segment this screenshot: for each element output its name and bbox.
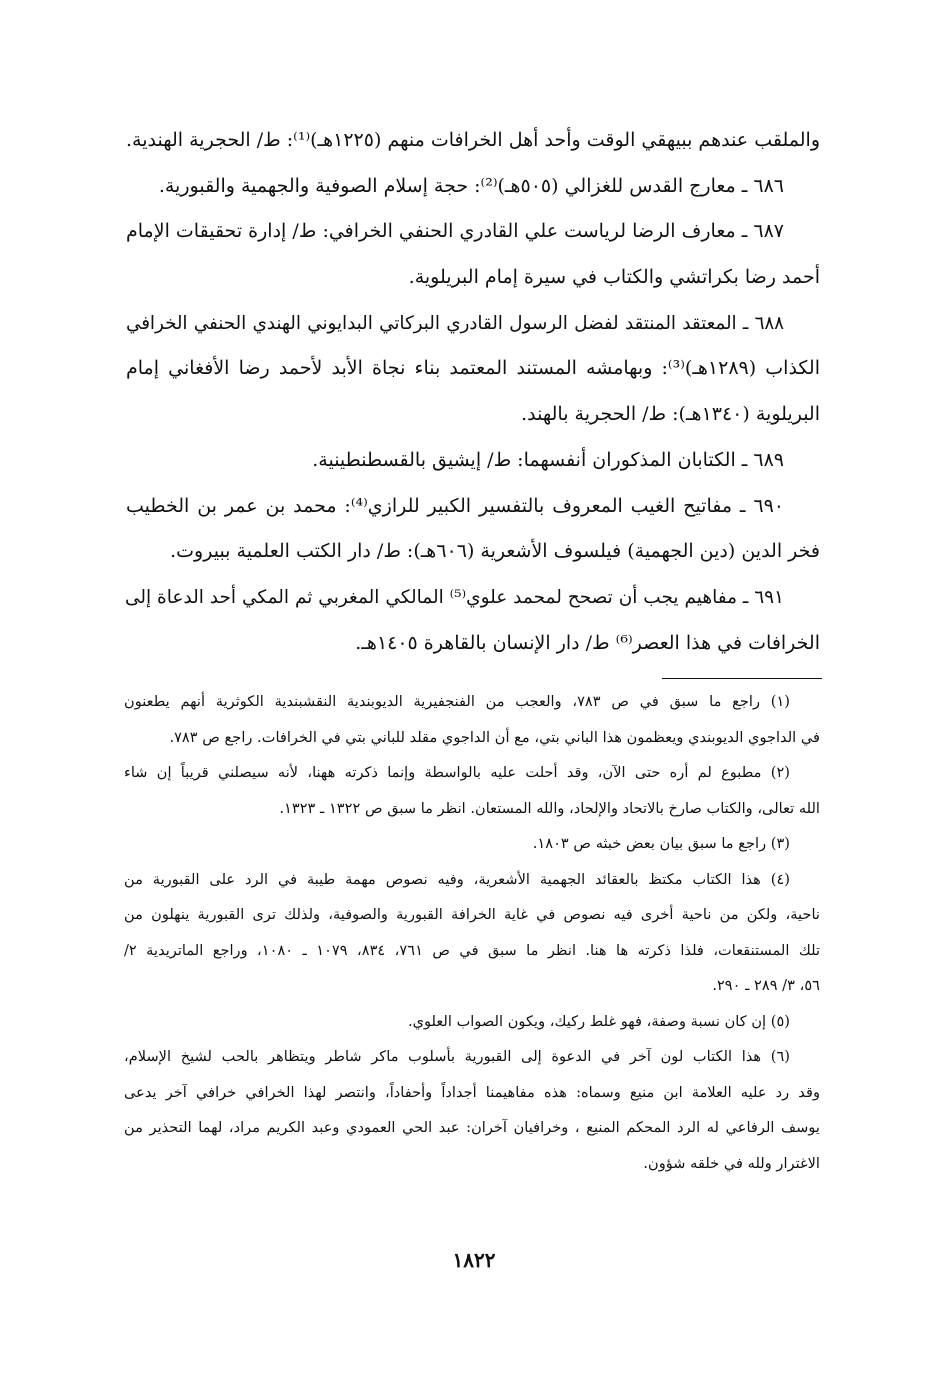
footnote-1-line-2: في الداجوي الديوبندي ويعظمون هذا الباني بتي، مع أن الداجوي مقلد للباني بتي في الخرافات. راجع ص ٧٨٣.	[169, 728, 820, 746]
entry-689: ٦٨٩ ـ الكتابان المذكوران أنفسهما: ط/ إيشيق بالقسطنطينية.	[312, 448, 784, 471]
entry-687-line-2: أحمد رضا بكراتشي والكتاب في سيرة إمام البريلوية.	[408, 266, 820, 289]
footnote-3: (٣) راجع ما سبق بيان بعض خبثه ص ١٨٠٣.	[532, 835, 790, 852]
entry-691-line-1: ٦٩١ ـ مفاهيم يجب أن تصحح لمحمد علوي⁽⁵⁾ المالكي المغربي ثم المكي أحد الدعاة إلى	[124, 586, 784, 608]
footnote-6-line-3: يوسف الرفاعي له الرد المحكم المنيع ، وخرافيان آخران: عبد الحي العمودي وعبد الكريم مراد، لهما التحذير من	[124, 1119, 820, 1136]
footnote-6-line-1: (٦) هذا الكتاب لون آخر في الدعوة إلى القبورية بأسلوب ماكر شاطر ويتظاهر بالحب لشيخ الإسلام،	[124, 1048, 790, 1065]
page-number: ١٨٢٢	[452, 1248, 496, 1272]
footnote-4-line-3: تلك المستنقعات، فلذا ذكرته ها هنا. انظر ما سبق في ص ٧٦١، ٨٣٤، ١٠٧٩ ـ ١٠٨٠، وراجع الماتريدية ٢/	[124, 941, 821, 959]
entry-686: ٦٨٦ ـ معارج القدس للغزالي (٥٠٥هـ)⁽²⁾: حجة إسلام الصوفية والجهمية والقبورية.	[158, 174, 784, 197]
entry-688-line-1: ٦٨٨ ـ المعتقد المنتقد لفضل الرسول القادري البركاتي البدايوني الهندي الحنفي الخرافي	[126, 312, 784, 334]
entry-691-line-2: الخرافات في هذا العصر⁽⁶⁾ ط/ دار الإنسان بالقاهرة ١٤٠٥هـ.	[355, 631, 820, 654]
main-text-block	[126, 118, 820, 666]
footnote-4-line-4: ٥٦، ٣/ ٢٨٩ ـ ٢٩٠.	[712, 977, 820, 994]
footnote-4-line-2: ناحية، ولكن من ناحية أخرى فيه نصوص في غاية الخرافة القبورية والصوفية، ولذلك ترى القبورية ينهلون من	[124, 906, 820, 923]
footnote-4-line-1: (٤) هذا الكتاب مكتظ بالعقائد الجهمية الأشعرية، وفيه نصوص مهمة طيبة في الرد على القبورية من	[124, 870, 790, 888]
footnote-divider	[662, 678, 822, 679]
entry-690-line-2: فخر الدين (دين الجهمية) فيلسوف الأشعرية (٦٠٦هـ): ط/ دار الكتب العلمية ببيروت.	[170, 540, 820, 563]
entry-688-line-3: البريلوية (١٣٤٠هـ): ط/ الحجرية بالهند.	[521, 403, 820, 426]
footnote-2-line-2: الله تعالى، والكتاب صارخ بالاتحاد والإلحاد، والله المستعان. انظر ما سبق ص ١٣٢٢ ـ ١٣٢٣.	[279, 799, 820, 817]
entry-688-line-2: الكذاب (١٢٨٩هـ)⁽³⁾: وبهامشه المستند المعتمد بناء نجاة الأبد لأحمد رضا الأفغاني إمام	[126, 357, 820, 380]
footnote-5: (٥) إن كان نسبة وصفة، فهو غلط ركيك، ويكون الصواب العلوي.	[407, 1012, 790, 1030]
footnote-2-line-1: (٢) مطبوع لم أره حتى الآن، وقد أحلت عليه بالواسطة وإنما ذكرته ههنا، لأنه سيصلني قريباً إن شاء	[124, 764, 790, 781]
entry-690-line-1: ٦٩٠ ـ مفاتيح الغيب المعروف بالتفسير الكبير للرازي⁽⁴⁾: محمد بن عمر بن الخطيب	[126, 494, 784, 517]
entry-685-continuation: والملقب عندهم ببيهقي الوقت وأحد أهل الخرافات منهم (١٢٢٥هـ)⁽¹⁾: ط/ الحجرية الهندية.	[126, 129, 820, 151]
footnote-6-line-2: وقد رد عليه العلامة ابن منيع وسماه: هذه مفاهيمنا أجداداً وأحفاداً، وانتصر لهذا الخرافي خرافي آخر يدعى	[124, 1083, 820, 1101]
entry-687-line-1: ٦٨٧ ـ معارف الرضا لرياست علي القادري الحنفي الخرافي: ط/ إدارة تحقيقات الإمام	[126, 220, 784, 243]
footnote-1-line-1: (١) راجع ما سبق في ص ٧٨٣، والعجب من الفنجفيرية الديوبندية النقشبندية الكوثرية أنهم يطعنون	[124, 693, 790, 710]
footnote-6-line-4: الاغترار ولله في خلقه شؤون.	[643, 1154, 820, 1172]
footnotes-block	[124, 684, 820, 1181]
